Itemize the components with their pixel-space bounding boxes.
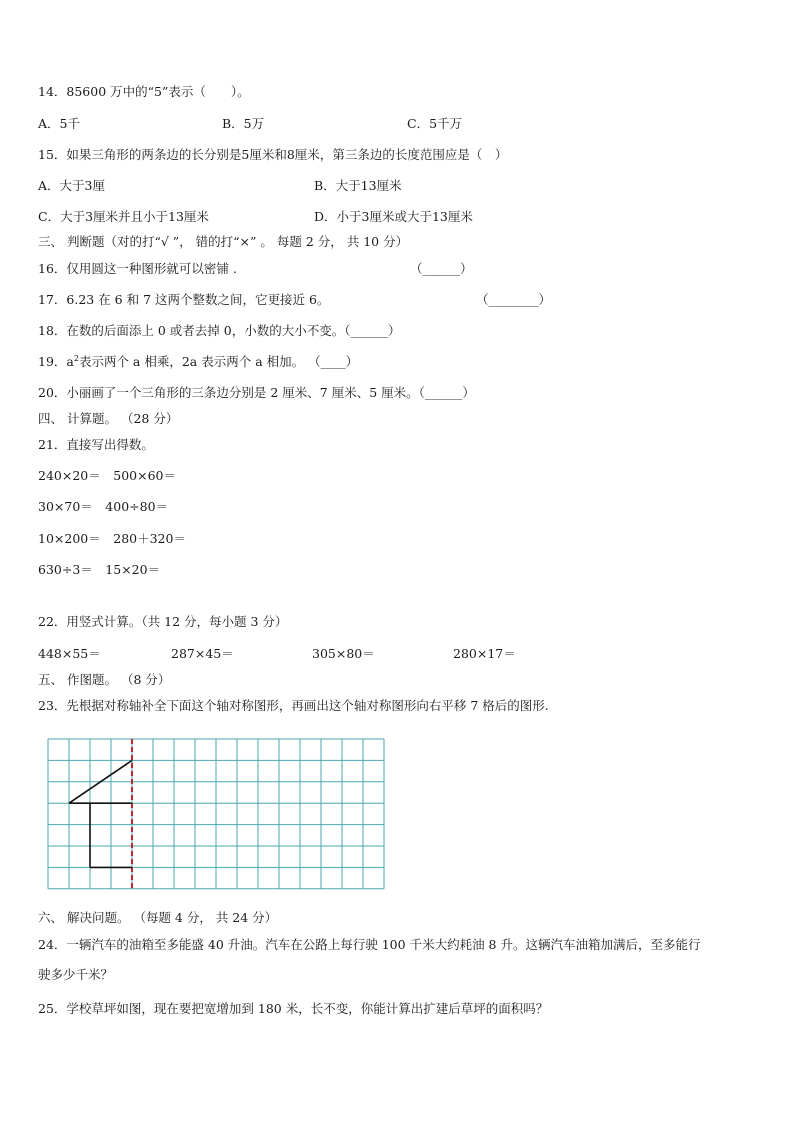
symmetry-grid[interactable] [46,737,386,891]
q20-text: 20．小丽画了一个三角形的三条边分别是 2 厘米、7 厘米、5 厘米。（______） [38,385,475,400]
q14-stem: 14．85600 万中的“5”表示（ ）。 [38,84,250,99]
q22-item: 287×45＝ [171,646,234,661]
q24-line-1: 24．一辆汽车的油箱至多能盛 40 升油。汽车在公路上每行驶 100 千米大约耗油 8 升。这辆汽车油箱加满后，至多能行 [38,937,701,952]
q22-stem: 22．用竖式计算。（共 12 分，每小题 3 分） [38,614,288,629]
q19-post: 表示两个 a 相乘，2a 表示两个 a 相加。 （____） [78,354,359,369]
q14-option-b[interactable]: B．5万 [222,116,265,131]
q15-option-a[interactable]: A．大于3厘 [38,178,105,193]
q21-stem: 21．直接写出得数。 [38,437,154,452]
q15-option-b[interactable]: B．大于13厘米 [314,178,402,193]
q14-option-a[interactable]: A．5千 [38,116,80,131]
section-5-heading: 五、 作图题。 （8 分） [38,672,171,687]
q15-stem: 15．如果三角形的两条边的长分别是5厘米和8厘米，第三条边的长度范围应是（ ） [38,147,508,162]
q18-text: 18．在数的后面添上 0 或者去掉 0，小数的大小不变。（______） [38,323,401,338]
q21-row: 10×200＝ 280＋320＝ [38,531,186,546]
q21-row: 240×20＝ 500×60＝ [38,468,176,483]
q17-answer-blank[interactable]: （________） [476,292,552,307]
q19-exponent: 2 [73,353,79,363]
section-4-heading: 四、 计算题。 （28 分） [38,411,179,426]
q19-pre: 19．a [38,354,74,369]
section-3-heading: 三、 判断题（对的打“√ ”， 错的打“×” 。 每题 2 分， 共 10 分） [38,234,409,249]
q16-text: 16．仅用圆这一种图形就可以密铺 . [38,261,237,276]
grid-drawing[interactable] [46,737,386,891]
q15-option-c[interactable]: C．大于3厘米并且小于13厘米 [38,209,209,224]
q24-line-2: 驶多少千米？ [38,967,114,982]
q14-option-c[interactable]: C．5千万 [407,116,463,131]
section-6-heading: 六、 解决问题。 （每题 4 分， 共 24 分） [38,910,278,925]
q16-answer-blank[interactable]: （______） [410,261,473,276]
q17-text: 17．6.23 在 6 和 7 这两个整数之间，它更接近 6。 [38,292,330,307]
q22-item: 448×55＝ [38,646,101,661]
q21-row: 630÷3＝ 15×20＝ [38,562,161,577]
q15-option-d[interactable]: D．小于3厘米或大于13厘米 [314,209,473,224]
q19-text [38,354,358,370]
q25-text: 25．学校草坪如图，现在要把宽增加到 180 米，长不变，你能计算出扩建后草坪的面积吗？ [38,1001,549,1016]
q23-stem: 23．先根据对称轴补全下面这个轴对称图形，再画出这个轴对称图形向右平移 7 格后的图形. [38,698,549,713]
q22-item: 305×80＝ [312,646,375,661]
q22-item: 280×17＝ [453,646,516,661]
q21-row: 30×70＝ 400÷80＝ [38,499,169,514]
